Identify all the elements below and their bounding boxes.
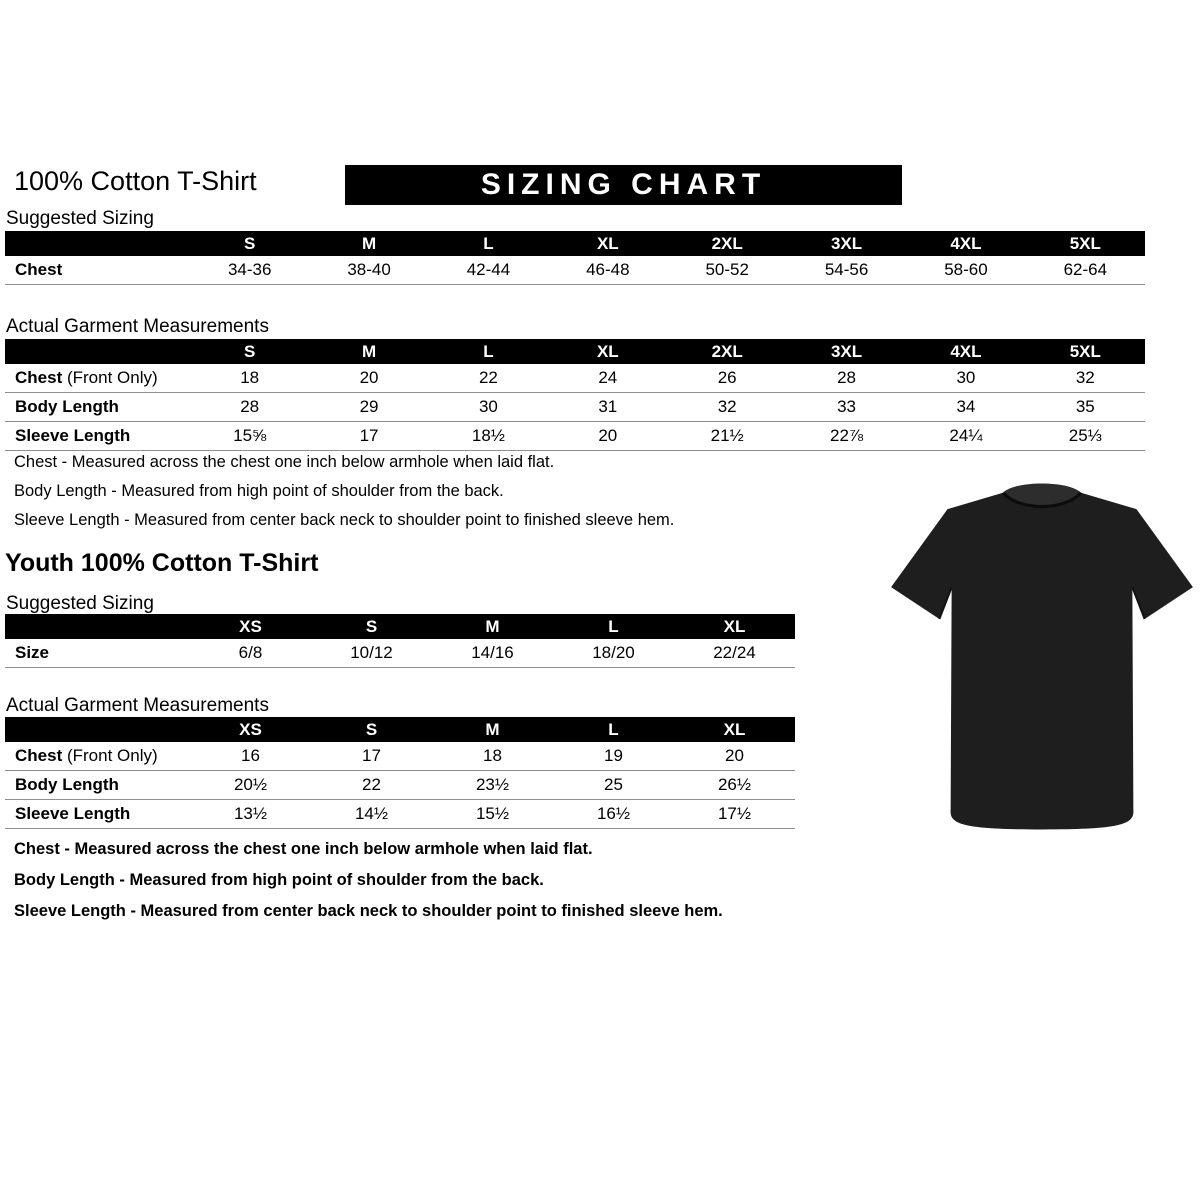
size-table bbox=[5, 614, 795, 668]
table-row bbox=[5, 800, 795, 829]
note-chest: Chest - Measured across the chest one inch below armhole when laid flat. bbox=[14, 840, 593, 858]
value-cell: 14½ bbox=[311, 800, 432, 829]
size-header-cell: M bbox=[432, 614, 553, 639]
value-cell: 20½ bbox=[190, 771, 311, 800]
row-label-cell: Size bbox=[5, 639, 190, 668]
size-table bbox=[5, 717, 795, 829]
size-header-cell: 3XL bbox=[787, 339, 906, 364]
sizing-chart-banner: SIZING CHART bbox=[345, 165, 902, 205]
value-cell: 24 bbox=[548, 364, 667, 393]
value-cell: 29 bbox=[309, 393, 428, 422]
size-table bbox=[5, 339, 1145, 451]
value-cell: 18/20 bbox=[553, 639, 674, 668]
value-cell: 32 bbox=[668, 393, 787, 422]
value-cell: 25 bbox=[553, 771, 674, 800]
value-cell: 19 bbox=[553, 742, 674, 771]
value-cell: 16½ bbox=[553, 800, 674, 829]
value-cell: 22 bbox=[429, 364, 548, 393]
value-cell: 22 bbox=[311, 771, 432, 800]
table-header-row bbox=[5, 339, 1145, 364]
table-header-row bbox=[5, 231, 1145, 256]
value-cell: 58-60 bbox=[906, 256, 1025, 285]
youth-suggested-sizing-label: Suggested Sizing bbox=[6, 593, 154, 614]
youth-garment-measurements-table bbox=[5, 717, 795, 829]
size-header-cell: XL bbox=[548, 339, 667, 364]
size-header-cell: XL bbox=[674, 717, 795, 742]
value-cell: 26½ bbox=[674, 771, 795, 800]
value-cell: 20 bbox=[674, 742, 795, 771]
size-table bbox=[5, 231, 1145, 285]
size-header-cell: XL bbox=[548, 231, 667, 256]
note-body-length: Body Length - Measured from high point of shoulder from the back. bbox=[14, 871, 544, 890]
row-label-cell: Chest (Front Only) bbox=[5, 742, 190, 771]
value-cell: 17½ bbox=[674, 800, 795, 829]
size-header-cell: XS bbox=[190, 614, 311, 639]
tshirt-icon bbox=[888, 468, 1196, 848]
size-header-cell: L bbox=[429, 231, 548, 256]
note-sleeve-length: Sleeve Length - Measured from center back neck to shoulder point to finished sleeve hem. bbox=[14, 511, 675, 530]
value-cell: 17 bbox=[311, 742, 432, 771]
value-cell: 17 bbox=[309, 422, 428, 451]
youth-section-title: Youth 100% Cotton T-Shirt bbox=[5, 549, 319, 577]
value-cell: 42-44 bbox=[429, 256, 548, 285]
note-chest: Chest - Measured across the chest one inch below armhole when laid flat. bbox=[14, 453, 555, 471]
adult-suggested-sizing-table bbox=[5, 231, 1145, 285]
value-cell: 35 bbox=[1026, 393, 1145, 422]
value-cell: 6/8 bbox=[190, 639, 311, 668]
value-cell: 15⅝ bbox=[190, 422, 309, 451]
value-cell: 14/16 bbox=[432, 639, 553, 668]
page-title: 100% Cotton T-Shirt bbox=[14, 166, 257, 196]
value-cell: 38-40 bbox=[309, 256, 428, 285]
size-header-cell: 2XL bbox=[668, 339, 787, 364]
table-row bbox=[5, 639, 795, 668]
value-cell: 34 bbox=[906, 393, 1025, 422]
value-cell: 22/24 bbox=[674, 639, 795, 668]
table-header-row bbox=[5, 717, 795, 742]
table-corner-cell bbox=[5, 614, 190, 639]
value-cell: 24¼ bbox=[906, 422, 1025, 451]
value-cell: 62-64 bbox=[1026, 256, 1145, 285]
value-cell: 21½ bbox=[668, 422, 787, 451]
size-header-cell: S bbox=[311, 614, 432, 639]
table-row bbox=[5, 422, 1145, 451]
row-label-cell: Sleeve Length bbox=[5, 422, 190, 451]
table-row bbox=[5, 393, 1145, 422]
size-header-cell: 3XL bbox=[787, 231, 906, 256]
value-cell: 25⅓ bbox=[1026, 422, 1145, 451]
value-cell: 34-36 bbox=[190, 256, 309, 285]
value-cell: 15½ bbox=[432, 800, 553, 829]
value-cell: 16 bbox=[190, 742, 311, 771]
youth-suggested-sizing-table bbox=[5, 614, 795, 668]
value-cell: 32 bbox=[1026, 364, 1145, 393]
note-body-length: Body Length - Measured from high point of shoulder from the back. bbox=[14, 482, 504, 501]
table-corner-cell bbox=[5, 717, 190, 742]
size-header-cell: M bbox=[432, 717, 553, 742]
size-header-cell: M bbox=[309, 339, 428, 364]
value-cell: 46-48 bbox=[548, 256, 667, 285]
value-cell: 18½ bbox=[429, 422, 548, 451]
value-cell: 28 bbox=[190, 393, 309, 422]
table-corner-cell bbox=[5, 231, 190, 256]
size-header-cell: L bbox=[553, 717, 674, 742]
value-cell: 50-52 bbox=[668, 256, 787, 285]
value-cell: 20 bbox=[548, 422, 667, 451]
value-cell: 54-56 bbox=[787, 256, 906, 285]
row-label-cell: Chest (Front Only) bbox=[5, 364, 190, 393]
size-header-cell: S bbox=[190, 339, 309, 364]
row-label-cell: Body Length bbox=[5, 771, 190, 800]
value-cell: 28 bbox=[787, 364, 906, 393]
table-row bbox=[5, 771, 795, 800]
tshirt-image bbox=[888, 468, 1196, 848]
size-header-cell: M bbox=[309, 231, 428, 256]
size-header-cell: S bbox=[190, 231, 309, 256]
value-cell: 22⅞ bbox=[787, 422, 906, 451]
note-sleeve-length: Sleeve Length - Measured from center back neck to shoulder point to finished sleeve hem. bbox=[14, 902, 723, 921]
adult-garment-measurements-label: Actual Garment Measurements bbox=[6, 316, 269, 337]
value-cell: 13½ bbox=[190, 800, 311, 829]
value-cell: 10/12 bbox=[311, 639, 432, 668]
size-header-cell: S bbox=[311, 717, 432, 742]
value-cell: 26 bbox=[668, 364, 787, 393]
size-header-cell: L bbox=[429, 339, 548, 364]
size-header-cell: 5XL bbox=[1026, 231, 1145, 256]
row-label-cell: Body Length bbox=[5, 393, 190, 422]
adult-measurement-notes bbox=[14, 453, 674, 540]
value-cell: 33 bbox=[787, 393, 906, 422]
row-label-cell: Sleeve Length bbox=[5, 800, 190, 829]
size-header-cell: L bbox=[553, 614, 674, 639]
youth-garment-measurements-label: Actual Garment Measurements bbox=[6, 695, 269, 716]
size-header-cell: 4XL bbox=[906, 339, 1025, 364]
table-row bbox=[5, 364, 1145, 393]
size-header-cell: XS bbox=[190, 717, 311, 742]
value-cell: 18 bbox=[432, 742, 553, 771]
value-cell: 31 bbox=[548, 393, 667, 422]
value-cell: 20 bbox=[309, 364, 428, 393]
table-row bbox=[5, 742, 795, 771]
adult-garment-measurements-table bbox=[5, 339, 1145, 451]
table-header-row bbox=[5, 614, 795, 639]
youth-measurement-notes bbox=[14, 840, 723, 933]
size-header-cell: 4XL bbox=[906, 231, 1025, 256]
value-cell: 18 bbox=[190, 364, 309, 393]
value-cell: 30 bbox=[429, 393, 548, 422]
row-label-cell: Chest bbox=[5, 256, 190, 285]
table-corner-cell bbox=[5, 339, 190, 364]
size-header-cell: 5XL bbox=[1026, 339, 1145, 364]
value-cell: 30 bbox=[906, 364, 1025, 393]
table-row bbox=[5, 256, 1145, 285]
size-header-cell: 2XL bbox=[668, 231, 787, 256]
size-header-cell: XL bbox=[674, 614, 795, 639]
adult-suggested-sizing-label: Suggested Sizing bbox=[6, 208, 154, 229]
value-cell: 23½ bbox=[432, 771, 553, 800]
